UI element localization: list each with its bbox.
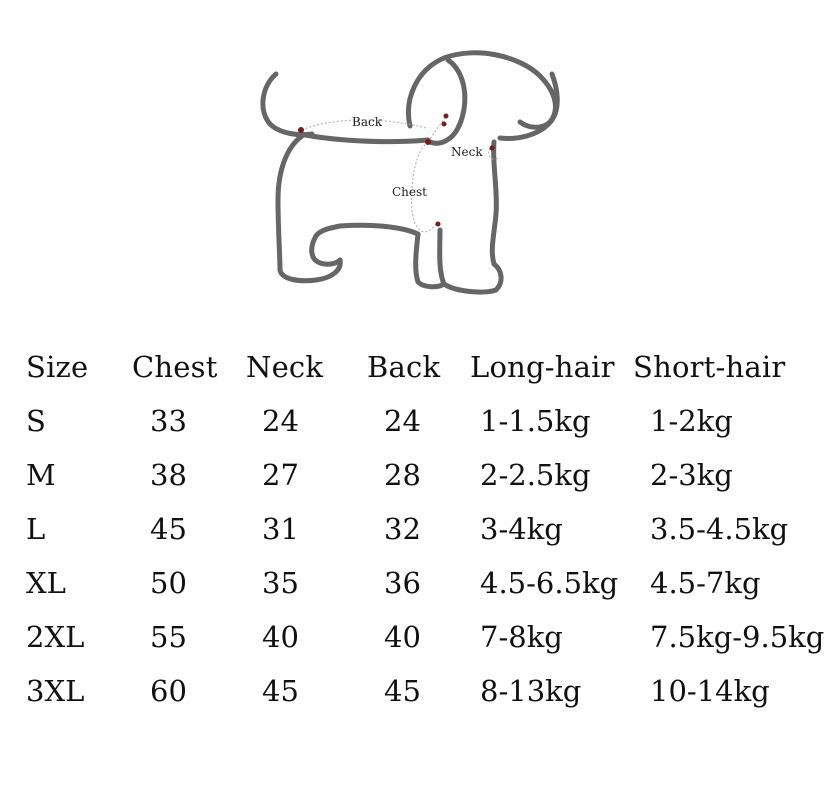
- table-row: [0, 556, 800, 610]
- long-hair-cell: 1-1.5kg: [480, 404, 591, 438]
- neck-front-marker: [490, 146, 495, 151]
- neck-cell: 35: [262, 566, 299, 600]
- header-short-hair: Short-hair: [633, 350, 786, 384]
- back-cell: 36: [384, 566, 421, 600]
- chest-cell: 33: [150, 404, 187, 438]
- header-back: Back: [367, 350, 441, 384]
- neck-cell: 27: [262, 458, 299, 492]
- header-long-hair: Long-hair: [470, 350, 615, 384]
- short-hair-cell: 2-3kg: [650, 458, 733, 492]
- short-hair-cell: 1-2kg: [650, 404, 733, 438]
- table-row: [0, 394, 800, 448]
- neck-cell: 40: [262, 620, 299, 654]
- long-hair-cell: 7-8kg: [480, 620, 563, 654]
- dog-measurement-diagram: [0, 0, 800, 310]
- size-cell: M: [26, 458, 56, 492]
- header-chest: Chest: [132, 350, 218, 384]
- size-cell: 2XL: [26, 620, 85, 654]
- size-cell: 3XL: [26, 674, 85, 708]
- table-header-row: [0, 340, 800, 394]
- back-cell: 28: [384, 458, 421, 492]
- long-hair-cell: 4.5-6.5kg: [480, 566, 619, 600]
- back-end-marker: [425, 139, 431, 145]
- short-hair-cell: 7.5kg-9.5kg: [650, 620, 824, 654]
- chest-cell: 50: [150, 566, 187, 600]
- header-size: Size: [26, 350, 89, 384]
- size-cell: XL: [26, 566, 66, 600]
- chest-marker: [436, 222, 441, 227]
- measurement-markers: [298, 114, 495, 227]
- chest-cell: 38: [150, 458, 187, 492]
- dog-outline: [263, 53, 557, 292]
- table-row: [0, 502, 800, 556]
- neck-label: Neck: [451, 145, 483, 159]
- size-chart-table: [0, 340, 824, 718]
- table-row: [0, 610, 824, 664]
- measurement-guides: [302, 116, 498, 232]
- short-hair-cell: 3.5-4.5kg: [650, 512, 789, 546]
- chest-label: Chest: [392, 185, 427, 199]
- neck-cell: 31: [262, 512, 299, 546]
- neck-mid-marker: [442, 122, 447, 127]
- chest-cell: 60: [150, 674, 187, 708]
- table-row: [0, 448, 800, 502]
- chest-cell: 45: [150, 512, 187, 546]
- short-hair-cell: 4.5-7kg: [650, 566, 761, 600]
- back-cell: 32: [384, 512, 421, 546]
- dog-outline-illustration: [0, 0, 800, 310]
- size-cell: L: [26, 512, 46, 546]
- header-neck: Neck: [246, 350, 324, 384]
- neck-cell: 24: [262, 404, 299, 438]
- back-cell: 45: [384, 674, 421, 708]
- long-hair-cell: 2-2.5kg: [480, 458, 591, 492]
- long-hair-cell: 3-4kg: [480, 512, 563, 546]
- back-cell: 24: [384, 404, 421, 438]
- short-hair-cell: 10-14kg: [650, 674, 770, 708]
- back-label: Back: [352, 115, 382, 129]
- size-cell: S: [26, 404, 46, 438]
- neck-cell: 45: [262, 674, 299, 708]
- neck-top-marker: [444, 114, 449, 119]
- table-row: [0, 664, 800, 718]
- back-cell: 40: [384, 620, 421, 654]
- chest-cell: 55: [150, 620, 187, 654]
- long-hair-cell: 8-13kg: [480, 674, 582, 708]
- back-start-marker: [298, 127, 304, 133]
